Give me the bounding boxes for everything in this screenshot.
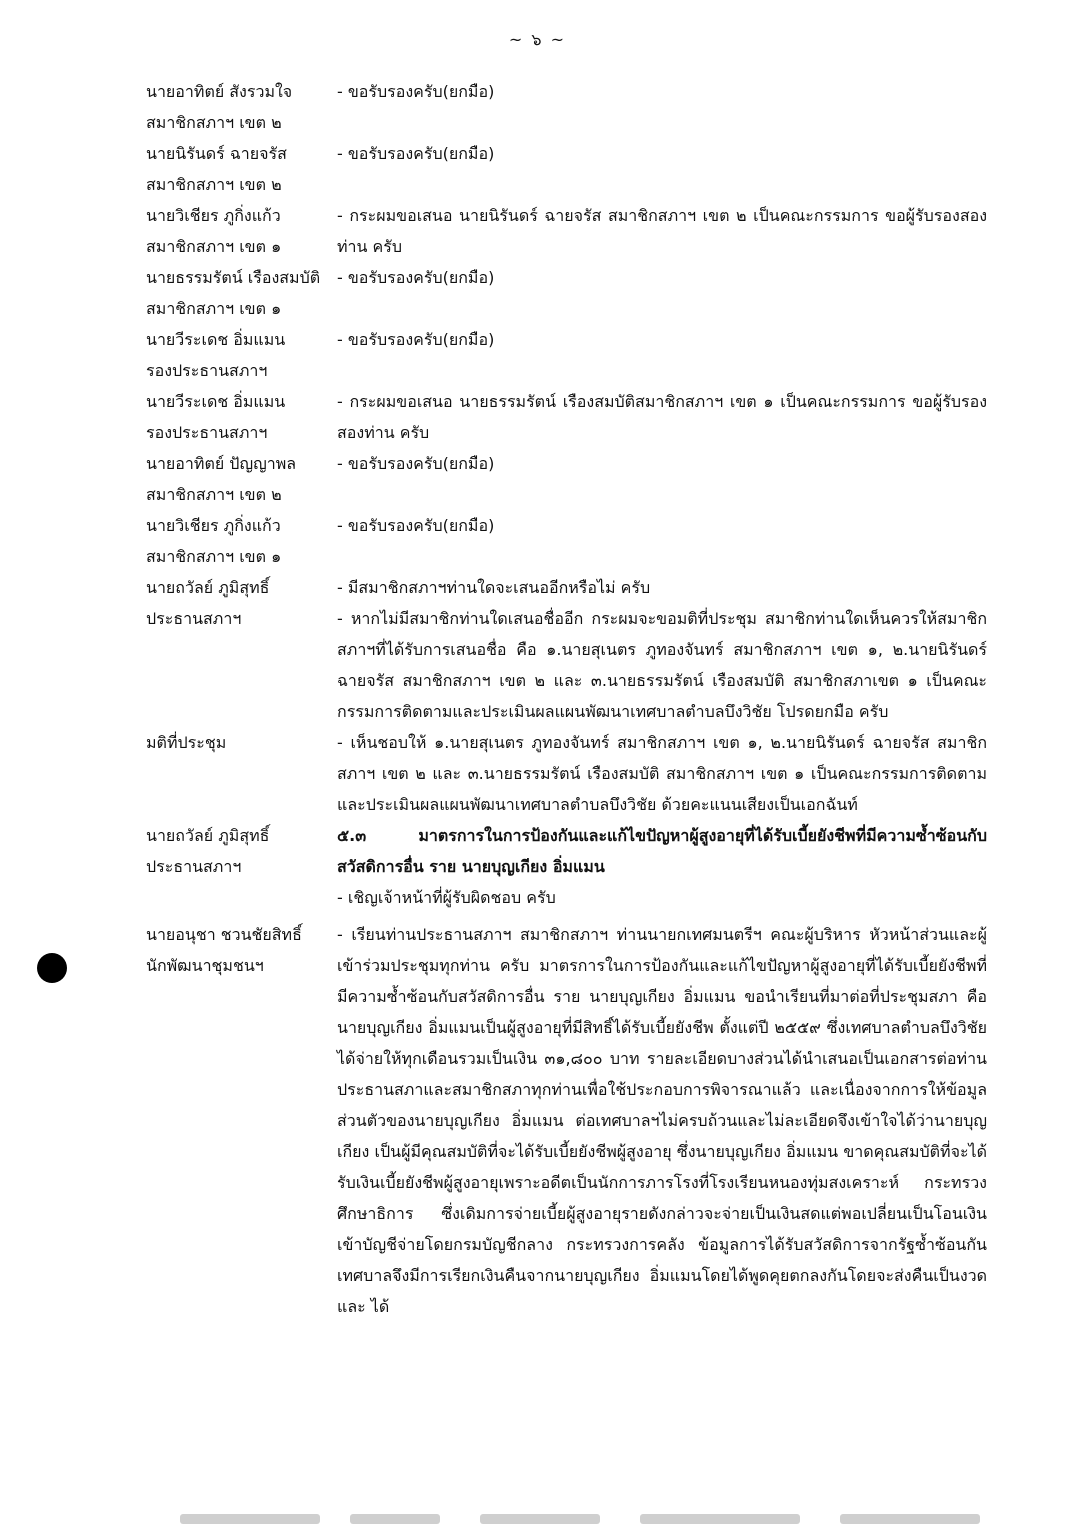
statement: [337, 820, 987, 913]
speaker-role: รองประธานสภาฯ: [146, 361, 268, 380]
speaker: [146, 386, 332, 448]
speaker: [146, 76, 332, 138]
statement: [337, 510, 987, 572]
speaker-role: ประธานสภาฯ: [146, 609, 242, 628]
resolution-text: [337, 727, 987, 820]
page-number: ~ ๖ ~: [508, 30, 567, 49]
statement-text: - มีสมาชิกสภาฯท่านใดจะเสนออีกหรือไม่ ครับ: [337, 578, 651, 597]
statement-text: - เชิญเจ้าหน้าที่ผู้รับผิดชอบ ครับ: [337, 888, 556, 907]
agenda-item-heading: ๕.๓ มาตรการในการป้องกันและแก้ไขปัญหาผู้สูงอายุที่ได้รับเบี้ยยังชีพที่มีความซ้ำซ้อนกับสวัสดิการอื่น ราย นายบุญเกียง อิ่มแมน: [337, 826, 987, 876]
statement-text: - ขอรับรองครับ(ยกมือ): [337, 268, 495, 287]
minutes-entry: [0, 727, 1075, 820]
minutes-entry: [0, 76, 1075, 138]
minutes-entry: [0, 200, 1075, 262]
speaker: [146, 324, 332, 386]
speaker-name: นายอนุชา ชวนชัยสิทธิ์: [146, 925, 302, 944]
speaker-role: สมาชิกสภาฯ เขต ๒: [146, 175, 282, 194]
speaker: [146, 820, 332, 882]
speaker-name: นายอาทิตย์ ปัญญาพล: [146, 454, 297, 473]
statement: [337, 324, 987, 386]
speaker-name: นายธรรมรัตน์ เรืองสมบัติ: [146, 268, 321, 287]
speaker-name: นายวิเชียร ภูกิ่งแก้ว: [146, 516, 281, 535]
speaker: [146, 572, 332, 634]
statement-text: - ขอรับรองครับ(ยกมือ): [337, 516, 495, 535]
punch-hole-mark: [37, 953, 67, 983]
speaker: [146, 138, 332, 200]
scan-artifact-bars: [180, 1510, 1020, 1524]
speaker-role: สมาชิกสภาฯ เขต ๑: [146, 299, 282, 318]
speaker-name: นายถวัลย์ ภูมิสุทธิ์: [146, 578, 270, 597]
speaker-role: สมาชิกสภาฯ เขต ๒: [146, 113, 282, 132]
resolution-heading: มติที่ประชุม: [146, 733, 227, 752]
speaker-role: นักพัฒนาชุมชนฯ: [146, 956, 264, 975]
speaker-role: สมาชิกสภาฯ เขต ๑: [146, 547, 282, 566]
speaker: [146, 200, 332, 262]
minutes-entry: [0, 138, 1075, 200]
statement-text: - กระผมขอเสนอ นายนิรันดร์ ฉายจรัส สมาชิกสภาฯ เขต ๒ เป็นคณะกรรมการ ขอผู้รับรองสองท่าน ครับ: [337, 206, 987, 256]
statement-text: - ขอรับรองครับ(ยกมือ): [337, 330, 495, 349]
statement-text: - เรียนท่านประธานสภาฯ สมาชิกสภาฯ ท่านนายกเทศมนตรีฯ คณะผู้บริหาร หัวหน้าส่วนและผู้เข้าร่วมประชุมทุกท่าน ครับ มาตรการในการป้องกันและแก้ไขปัญหาผู้สูงอายุที่ได้รับเบี้ยยังชีพที่มีความซ้ำซ้อนกับสวัสดิการอื่น ราย นายบุญเกียง อิ่มแมน ขอนำเรียนที่มาต่อที่ประชุมสภา คือนายบุญเกียง อิ่มแมนเป็นผู้สูงอายุที่มีสิทธิ์ได้รับเบี้ยยังชีพ ตั้งแต่ปี ๒๕๕๙ ซึ่งเทศบาลตำบลบึงวิชัยได้จ่ายให้ทุกเดือนรวมเป็นเงิน ๓๑,๘๐๐ บาท รายละเอียดบางส่วนได้นำเสนอเป็นเอกสารต่อท่านประธานสภาและสมาชิกสภาทุกท่านเพื่อใช้ประกอบการพิจารณาแล้ว และเนื่องจากการให้ข้อมูลส่วนตัวของนายบุญเกียง อิ่มแมน ต่อเทศบาลฯไม่ครบถ้วนและไม่ละเอียดจึงเข้าใจได้ว่านายบุญเกียง เป็นผู้มีคุณสมบัติที่จะได้รับเบี้ยยังชีพผู้สูงอายุ ซึ่งนายบุญเกียง อิ่มแมน ขาดคุณสมบัติที่จะได้รับเงินเบี้ยยังชีพผู้สูงอายุเพราะอดีตเป็นนักการภารโรงที่โรงเรียนหนองทุ่มสงเคราะห์ กระทรวงศึกษาธิการ ซึ่งเดิมการจ่ายเบี้ยผู้สูงอายุรายดังกล่าวจะจ่ายเป็นเงินสดแต่พอเปลี่ยนเป็นโอนเงินเข้าบัญชีจ่ายโดยกรมบัญชีกลาง กระทรวงการคลัง ข้อมูลการได้รับสวัสดิการจากรัฐซ้ำซ้อนกัน เทศบาลจึงมีการเรียกเงินคืนจากนายบุญเกียง อิ่มแมนโดยได้พูดคุยตกลงกันโดยจะส่งคืนเป็นงวด และ ได้: [337, 925, 987, 1316]
minutes-entry: [0, 820, 1075, 913]
minutes-entry: [0, 572, 1075, 727]
minutes-entry: [0, 262, 1075, 324]
minutes-entry: [0, 324, 1075, 386]
meeting-minutes: [0, 76, 1075, 1322]
speaker-role: รองประธานสภาฯ: [146, 423, 268, 442]
statement-text: - กระผมขอเสนอ นายธรรมรัตน์ เรืองสมบัติสมาชิกสภาฯ เขต ๑ เป็นคณะกรรมการ ขอผู้รับรองสองท่าน ครับ: [337, 392, 987, 442]
statement: [337, 919, 987, 1322]
statement: [337, 448, 987, 510]
statement: [337, 200, 987, 262]
speaker-name: นายนิรันดร์ ฉายจรัส: [146, 144, 287, 163]
speaker-name: นายวิเชียร ภูกิ่งแก้ว: [146, 206, 281, 225]
speaker-name: นายวีระเดช อิ่มแมน: [146, 392, 286, 411]
speaker-name: นายถวัลย์ ภูมิสุทธิ์: [146, 826, 270, 845]
statement-text: - ขอรับรองครับ(ยกมือ): [337, 454, 495, 473]
speaker-name: นายวีระเดช อิ่มแมน: [146, 330, 286, 349]
statement: [337, 572, 987, 727]
speaker-role: ประธานสภาฯ: [146, 857, 242, 876]
speaker: [146, 510, 332, 572]
speaker-role: สมาชิกสภาฯ เขต ๑: [146, 237, 282, 256]
minutes-entry: [0, 919, 1075, 1322]
statement-text: - ขอรับรองครับ(ยกมือ): [337, 82, 495, 101]
statement: [337, 76, 987, 138]
speaker-name: นายอาทิตย์ สังรวมใจ: [146, 82, 293, 101]
speaker: [146, 448, 332, 510]
speaker-role: สมาชิกสภาฯ เขต ๒: [146, 485, 282, 504]
speaker: [146, 919, 332, 981]
speaker: [146, 727, 332, 758]
minutes-entry: [0, 386, 1075, 448]
statement: [337, 386, 987, 448]
statement-text: - เห็นชอบให้ ๑.นายสุเนตร ภูทองจันทร์ สมาชิกสภาฯ เขต ๑, ๒.นายนิรันดร์ ฉายจรัส สมาชิกสภาฯ เขต ๒ และ ๓.นายธรรมรัตน์ เรืองสมบัติ สมาชิกสภาฯ เขต ๑ เป็นคณะกรรมการติดตามและประเมินผลแผนพัฒนาเทศบาลตำบลบึงวิชัย ด้วยคะแนนเสียงเป็นเอกฉันท์: [337, 733, 987, 814]
statement-text: - หากไม่มีสมาชิกท่านใดเสนอชื่ออีก กระผมจะขอมติที่ประชุม สมาชิกท่านใดเห็นควรให้สมาชิกสภาฯที่ได้รับการเสนอชื่อ คือ ๑.นายสุเนตร ภูทองจันทร์ สมาชิกสภาฯ เขต ๑, ๒.นายนิรันดร์ ฉายจรัส สมาชิกสภาฯ เขต ๒ และ ๓.นายธรรมรัตน์ เรืองสมบัติ สมาชิกสภาเขต ๑ เป็นคณะกรรมการติดตามและประเมินผลแผนพัฒนาเทศบาลตำบลบึงวิชัย โปรดยกมือ ครับ: [337, 609, 987, 721]
statement: [337, 262, 987, 324]
statement-text: - ขอรับรองครับ(ยกมือ): [337, 144, 495, 163]
minutes-entry: [0, 510, 1075, 572]
statement: [337, 138, 987, 200]
speaker: [146, 262, 332, 324]
minutes-entry: [0, 448, 1075, 510]
